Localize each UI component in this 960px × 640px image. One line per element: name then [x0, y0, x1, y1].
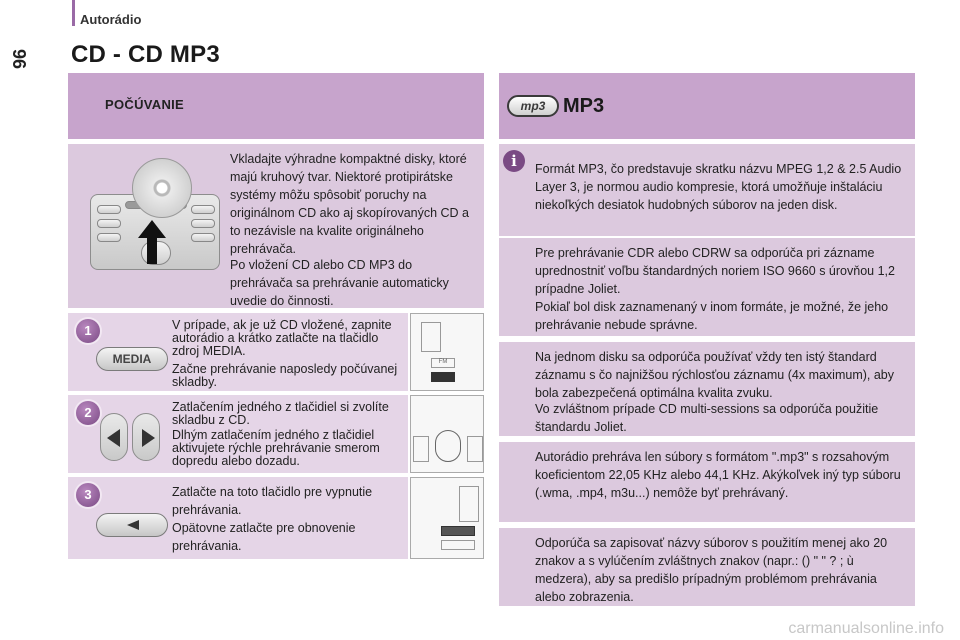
section-accent-bar [72, 0, 75, 26]
page-title: CD - CD MP3 [71, 41, 220, 68]
mp3-info-5-text: Odporúča sa zapisovať názvy súborov s použitím menej ako 20 znakov a s vylúčením zvláštnych znakov (napr.: () " " ? ; ù medzera), aby sa predišlo prípadným problémom prehrávania alebo zobrazenia. [535, 536, 888, 604]
mp3-info-3-text-1: Na jednom disku sa odporúča používať vždy ten istý štandard záznamu s čo najnižšou rýchlosťou záznamu (4x maximum), aby bola zabezpečená optimálna kvalita zvuku. [535, 350, 894, 400]
track-buttons-illustration [100, 413, 162, 463]
mp3-heading-panel [499, 73, 915, 139]
step-1-badge: 1 [76, 319, 100, 343]
step-3-badge: 3 [76, 483, 100, 507]
previous-track-icon [107, 429, 121, 447]
step-1-panel [68, 313, 408, 391]
mp3-info-4-text: Autorádio prehráva len súbory s formátom ".mp3" s rozsahovým koeficientom 22,05 KHz alebo 44,1 KHz. Akýkoľvek iný typ súboru (.wma, .mp4, m3u...) nemôže byť prehrávaný. [535, 450, 901, 500]
next-track-icon [141, 429, 155, 447]
mp3-info-3-text-2: Vo zvláštnom prípade CD multi-sessions sa odporúča použitie štandardu Joliet. [535, 402, 879, 434]
step-3-text-1: Zatlačte na toto tlačidlo pre vypnutie prehrávania. [172, 485, 373, 517]
pause-icon [127, 520, 139, 530]
step-2-panel [68, 395, 408, 473]
pause-button-illustration [96, 513, 168, 537]
mp3-info-block-2 [499, 238, 915, 336]
step-3-text-2: Opätovne zatlačte pre obnovenie prehrávania. [172, 521, 356, 553]
mp3-info-2-text-1: Pre prehrávanie CDR alebo CDRW sa odporúča pri zázname uprednostniť voľbu štandardných noriem ISO 9660 s úrovňou 1,2 prípadne Joliet. [535, 246, 895, 296]
mp3-logo: mp3 [507, 95, 559, 117]
cd-disc-icon [132, 158, 192, 218]
info-icon: i [503, 150, 525, 172]
mp3-info-block-3 [499, 342, 915, 436]
step-1-text-2: Začne prehrávanie naposledy počúvanej skladby. [172, 362, 398, 389]
insert-arrow-icon [138, 220, 166, 264]
mp3-info-2-text-2: Pokiaľ bol disk zaznamenaný v inom formáte, je možné, že jeho prehrávanie nebude správne. [535, 300, 889, 332]
step-1-text-1: V prípade, ak je už CD vložené, zapnite autorádio a krátko zatlačte na tlačidlo zdroj MEDIA. [172, 318, 392, 358]
step-2-text-2: Dlhým zatlačením jedného z tlačidiel aktivujete rýchle prehrávanie smerom dopredu alebo dozadu. [172, 428, 380, 468]
mp3-info-block-4 [499, 442, 915, 522]
step-2-badge: 2 [76, 401, 100, 425]
radio-line-art-3 [410, 477, 484, 559]
radio-line-art-2 [410, 395, 484, 473]
mp3-info-1-text: Formát MP3, čo predstavuje skratku názvu MPEG 1,2 & 2.5 Audio Layer 3, je normou audio kompresie, ktorá umožňuje inštaláciu niekoľkých desiatok hudobných súborov na jeden disk. [535, 162, 902, 212]
mp3-info-block-1 [499, 144, 915, 236]
intro-paragraph-1: Vkladajte výhradne kompaktné disky, ktoré majú kruhový tvar. Niektoré protipirátske systémy môžu spôsobiť poruchy na originálnom CD ako aj skopírovaných CD a to nezávisle na kvalite originálneho prehrávača. [230, 152, 469, 256]
media-button-illustration [96, 347, 168, 371]
intro-panel [68, 144, 484, 308]
intro-paragraph-2: Po vložení CD alebo CD MP3 do prehrávača sa prehrávanie automaticky uvedie do činnosti. [230, 258, 449, 308]
radio-line-art-1: FM [410, 313, 484, 391]
mp3-heading: MP3 [563, 95, 605, 117]
listening-heading: POČÚVANIE [105, 97, 185, 112]
mp3-info-block-5 [499, 528, 915, 606]
media-button-label: MEDIA [112, 352, 152, 366]
page-number: 96 [9, 48, 29, 70]
listening-heading-panel [68, 73, 484, 139]
step-3-panel [68, 477, 408, 559]
step-2-text-1: Zatlačením jedného z tlačidiel si zvolíte skladbu z CD. [172, 400, 389, 427]
section-name: Autorádio [80, 12, 142, 27]
watermark: carmanualsonline.info [788, 620, 944, 637]
